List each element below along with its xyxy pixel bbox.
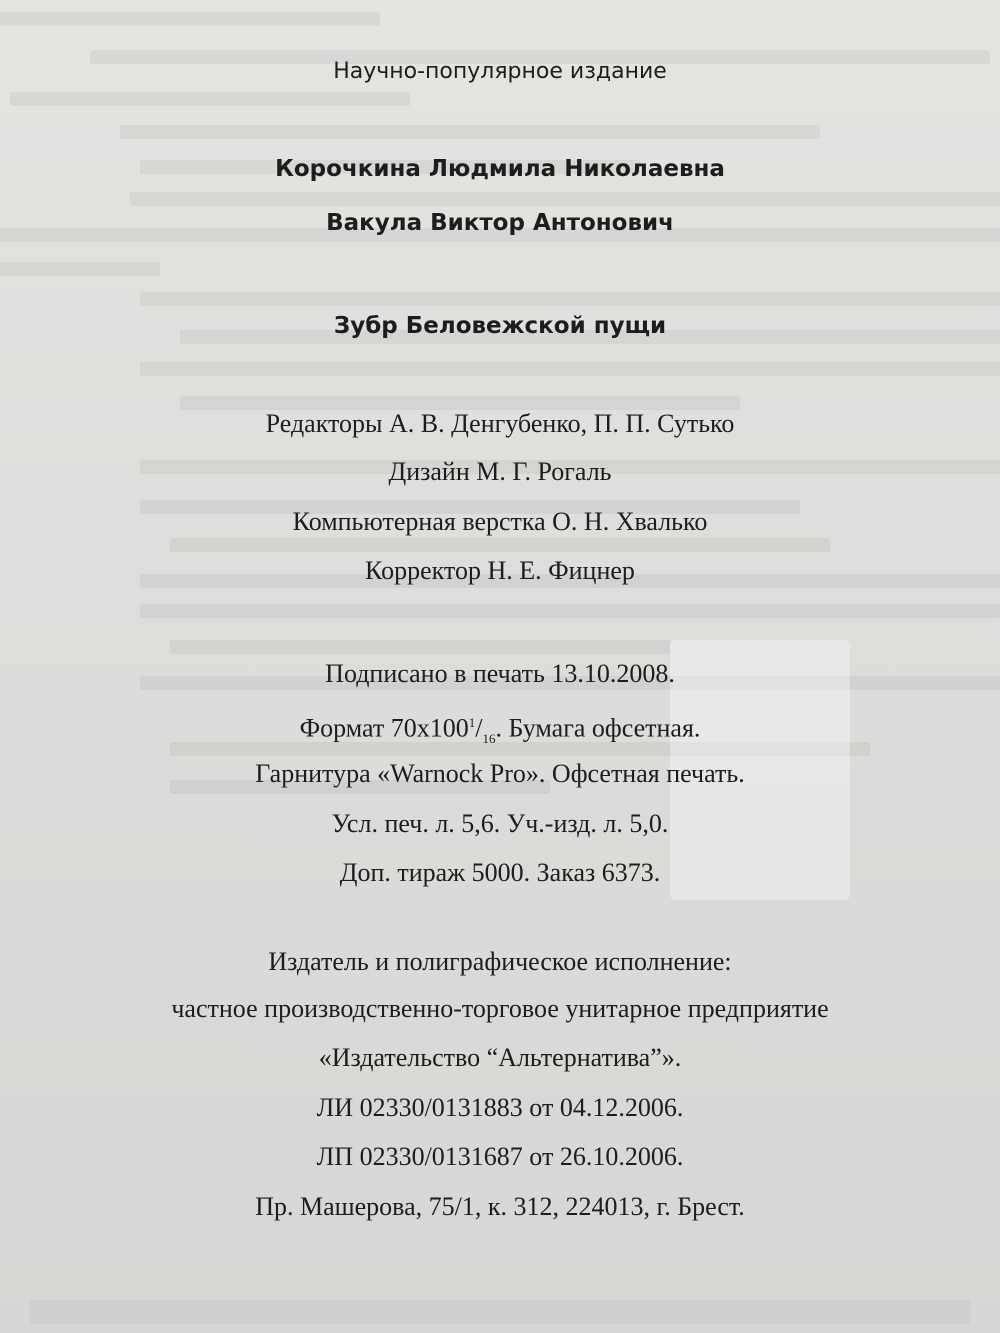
show-through-footer [30, 1300, 970, 1324]
license-lp: ЛП 02330/0131687 от 26.10.2006. [316, 1142, 684, 1171]
credit-design: Дизайн М. Г. Рогаль [388, 457, 612, 486]
book-title: Зубр Беловежской пущи [333, 313, 667, 339]
sheets-line: Усл. печ. л. 5,6. Уч.-изд. л. 5,0. [331, 809, 669, 838]
credit-proofreader: Корректор Н. Е. Фицнер [365, 556, 635, 585]
credit-layout: Компьютерная верстка О. Н. Хвалько [292, 507, 708, 536]
format-prefix: Формат 70х100 [299, 713, 469, 743]
author-1: Корочкина Людмила Николаевна [275, 156, 725, 182]
credit-editors: Редакторы А. В. Денгубенко, П. П. Сутько [265, 409, 735, 438]
license-li: ЛИ 02330/0131883 от 04.12.2006. [316, 1093, 684, 1122]
typeface-line: Гарнитура «Warnock Pro». Офсетная печать. [255, 759, 745, 788]
publisher-type: частное производственно-торговое унитарное предприятие [171, 994, 829, 1023]
format-sub: 16 [482, 730, 496, 746]
signed-to-print: Подписано в печать 13.10.2008. [325, 659, 675, 688]
format-suffix: . Бумага офсетная. [495, 713, 701, 743]
run-line: Доп. тираж 5000. Заказ 6373. [339, 858, 661, 887]
author-2: Вакула Виктор Антонович [326, 210, 674, 236]
publisher-name: «Издательство “Альтернатива”». [318, 1043, 682, 1072]
format-slash: / [475, 713, 483, 743]
format-sup: 1 [468, 715, 476, 730]
format-line [0, 707, 1000, 755]
publication-type: Научно-популярное издание [333, 59, 667, 84]
publisher-address: Пр. Машерова, 75/1, к. 312, 224013, г. Брест. [255, 1192, 745, 1221]
publisher-heading: Издатель и полиграфическое исполнение: [268, 947, 732, 976]
